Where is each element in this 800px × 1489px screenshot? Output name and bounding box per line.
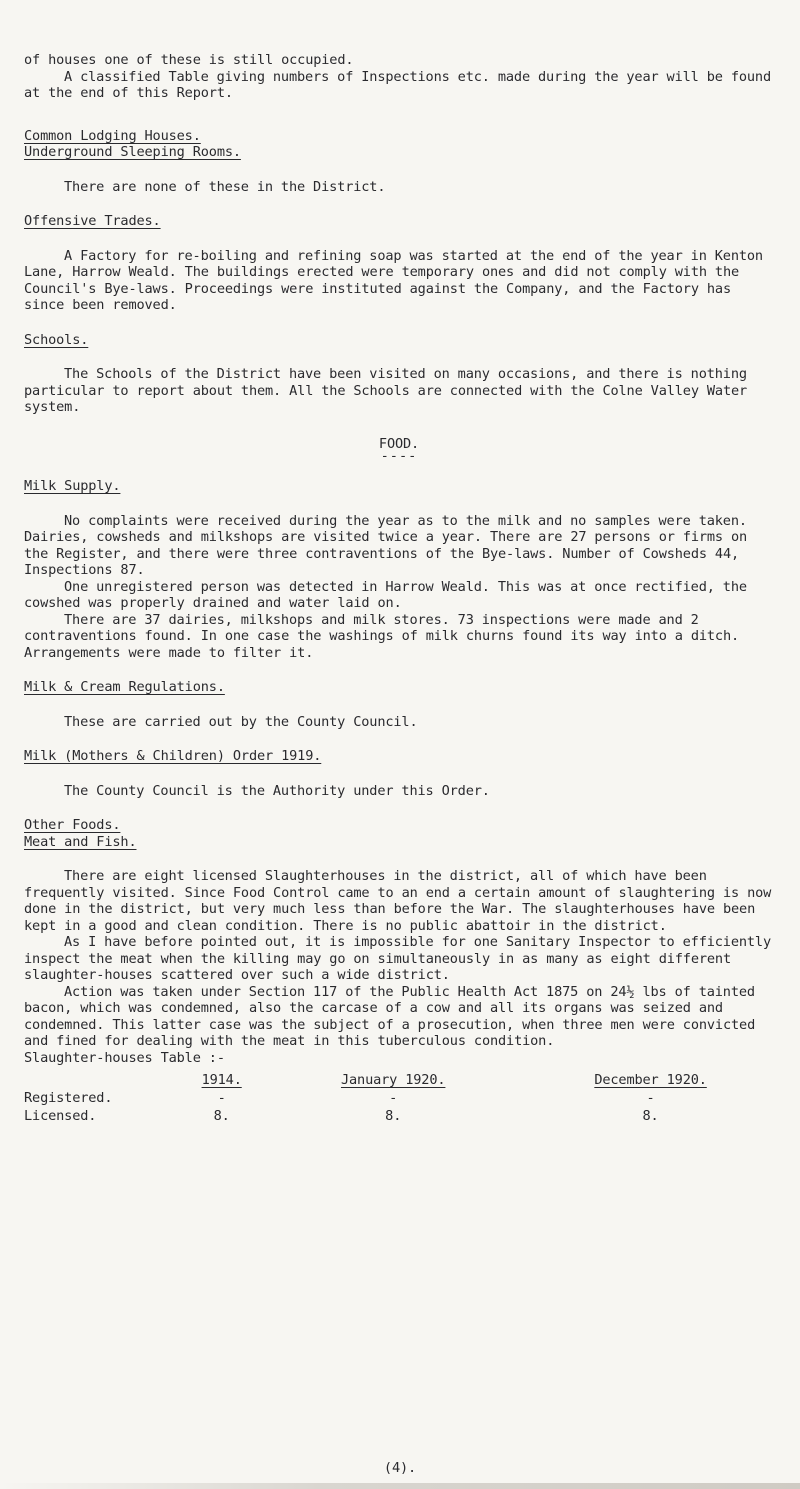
- table-cell: 8.: [642, 1108, 659, 1124]
- food-rule: ----: [380, 448, 418, 464]
- heading-schools: Schools.: [24, 331, 89, 348]
- scan-edge-shadow: [0, 1483, 800, 1489]
- heading-milk-mothers: Milk (Mothers & Children) Order 1919.: [24, 748, 322, 764]
- heading-other-foods: Other Foods.: [24, 817, 121, 833]
- column-header: 1914.: [201, 1072, 242, 1088]
- slaughter-table: [24, 1072, 784, 1126]
- milk-supply-para-3: There are 37 dairies, milkshops and milk stores. 73 inspections were made and 2 contraventions found. In one case the washings of milk churns found its way into a ditch. Arrangements were made to filter it.: [24, 611, 748, 661]
- meat-para-1: There are eight licensed Slaughterhouses in the district, all of which have been frequently visited. Since Food Control came to an end a certain amount of slaughtering is now done in the district, but very much less than before the War. The slaughterhouses have been kept in a good and clean condition. There is no public abattoir in the district.: [24, 868, 780, 934]
- food-title: FOOD.: [378, 435, 420, 452]
- table-row: [24, 1090, 784, 1108]
- heading-underground-sleeping: Underground Sleeping Rooms.: [24, 144, 241, 160]
- table-cell: 8.: [213, 1108, 230, 1124]
- schools-text: The Schools of the District have been visited on many occasions, and there is nothing particular to report about them. All the Schools are connected with the Colne Valley Water system.: [24, 366, 756, 415]
- heading-milk-supply: Milk Supply.: [24, 478, 121, 494]
- slaughter-table-label: Slaughter-houses Table :-: [24, 1049, 225, 1066]
- row-label: Licensed.: [24, 1108, 97, 1124]
- milk-mothers-text: The County Council is the Authority under this Order.: [64, 782, 490, 799]
- common-lodging-text: There are none of these in the District.: [64, 178, 386, 195]
- milk-supply-para-2: One unregistered person was detected in Harrow Weald. This was at once rectified, the cowshed was properly drained and water laid on.: [24, 578, 755, 611]
- meat-para-3: Action was taken under Section 117 of the Public Health Act 1875 on 24½ lbs of tainted bacon, which was condemned, also the carcase of a cow and all its organs was seized and condemned. This latter case was the subject of a prosecution, when three men were convicted and fined for dealing with the meat in this tuberculous condition.: [24, 983, 764, 1049]
- slaughter-table-header: [24, 1072, 784, 1090]
- table-row: [24, 1108, 784, 1126]
- offensive-trades-text: A Factory for re-boiling and refining soap was started at the end of the year in Kenton Lane, Harrow Weald. The buildings erected were temporary ones and did not comply with the Council's Bye-laws. Proceedings were instituted against the Company, and the Factory has since been removed.: [24, 247, 772, 313]
- milk-supply-para-1: No complaints were received during the year as to the milk and no samples were taken. Dairies, cowsheds and milkshops are visited twice a year. There are 27 persons or firms on the Register, and there were three contraventions of the Bye-laws. Number of Cowsheds 44, Inspections 87.: [24, 512, 756, 578]
- table-cell: -: [217, 1090, 226, 1106]
- column-header: December 1920.: [594, 1072, 707, 1088]
- page-number: (4).: [383, 1460, 417, 1476]
- column-header: January 1920.: [340, 1072, 446, 1088]
- intro-paragraph: A classified Table giving numbers of Inspections etc. made during the year will be found at the end of this Report.: [24, 68, 780, 101]
- heading-milk-cream: Milk & Cream Regulations.: [24, 679, 225, 695]
- table-cell: -: [646, 1090, 655, 1106]
- table-cell: -: [389, 1090, 398, 1106]
- heading-common-lodging: Common Lodging Houses.: [24, 127, 201, 144]
- meat-para-2: As I have before pointed out, it is impossible for one Sanitary Inspector to efficiently inspect the meat when the killing may go on simultaneously in as many as eight different slaughter-houses scattered over such a wide district.: [24, 934, 780, 983]
- heading-offensive-trades: Offensive Trades.: [24, 213, 161, 229]
- intro-line: of houses one of these is still occupied.: [24, 52, 354, 68]
- row-label: Registered.: [24, 1090, 113, 1106]
- heading-meat-fish: Meat and Fish.: [24, 833, 137, 850]
- table-cell: 8.: [385, 1108, 402, 1124]
- milk-cream-text: These are carried out by the County Council.: [64, 713, 418, 730]
